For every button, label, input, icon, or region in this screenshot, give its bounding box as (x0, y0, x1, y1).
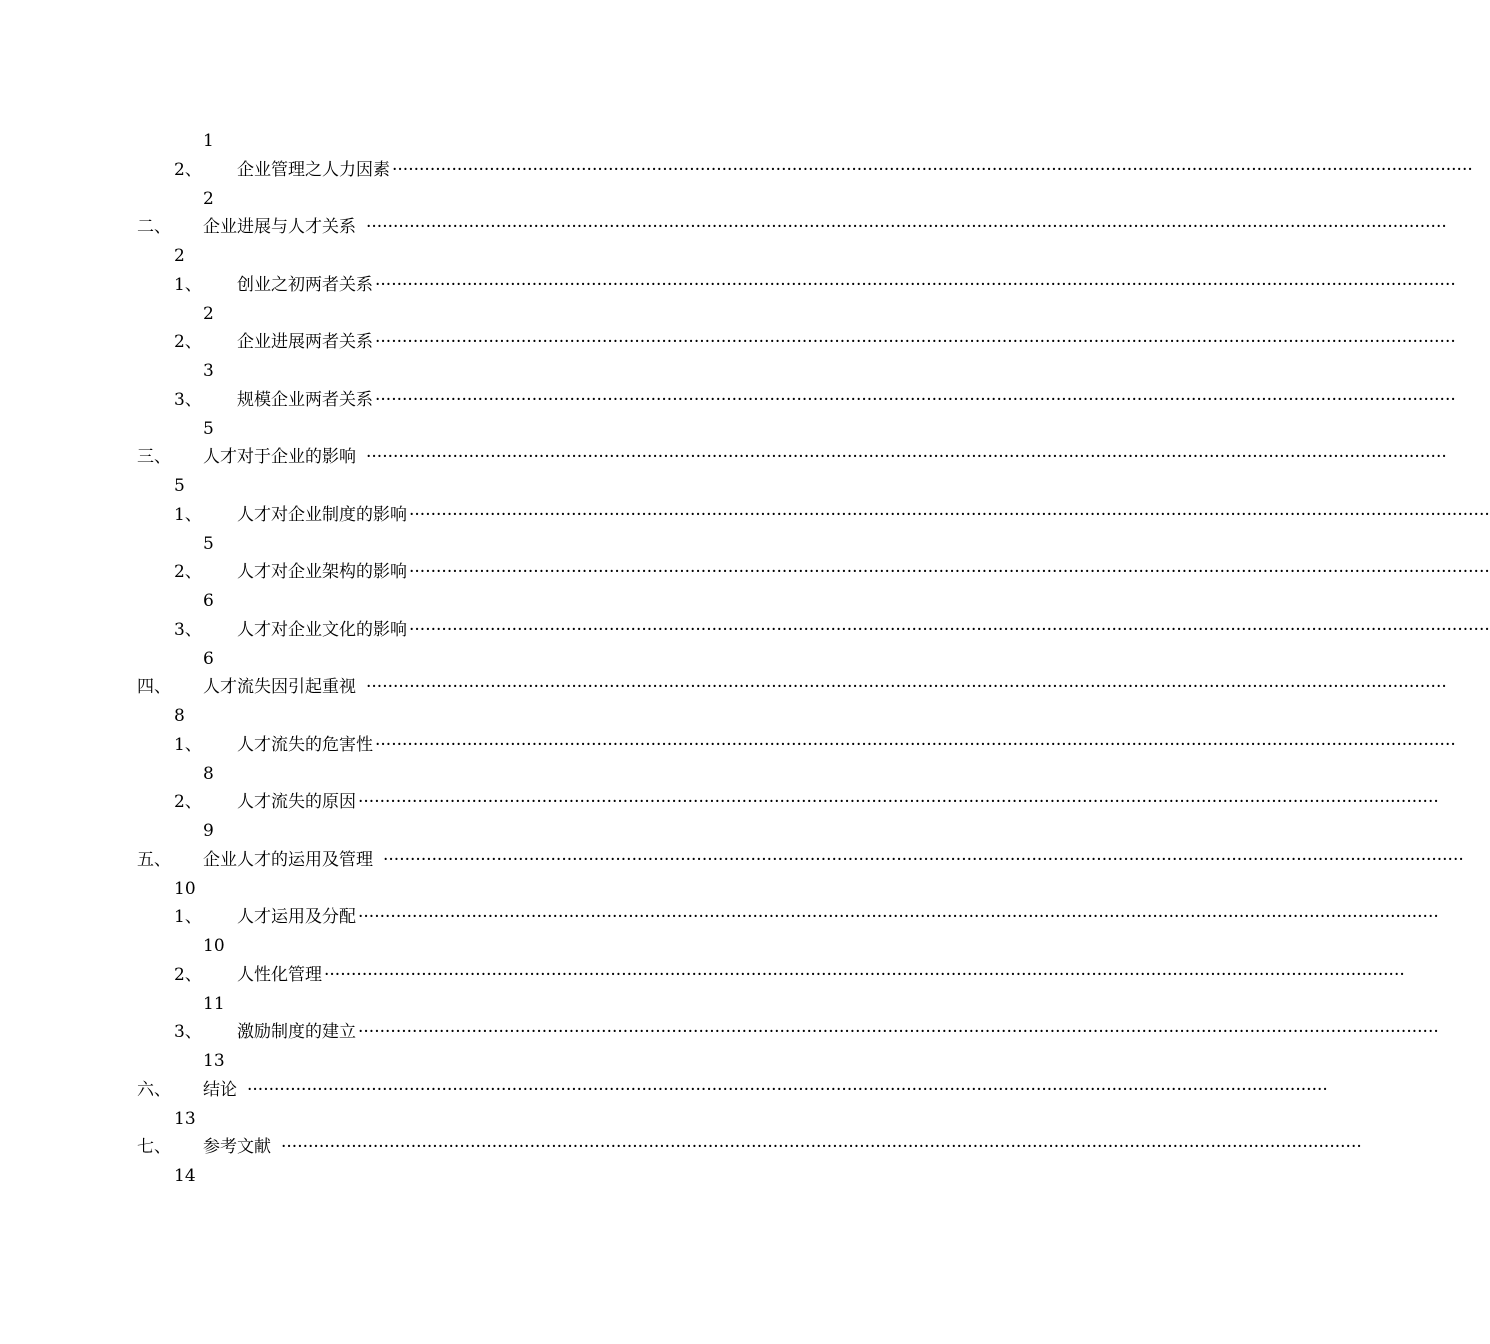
toc-entry-number: 3、 (174, 1022, 202, 1042)
toc-entry-number: 2、 (174, 160, 202, 180)
toc-entry-title: 参考文献 (203, 1137, 271, 1157)
toc-page-number: 5 (203, 534, 214, 554)
toc-section-entry[interactable] (0, 1135, 1362, 1159)
toc-leader-dots: ········································································································································································································ (375, 275, 1456, 295)
toc-leader-dots: ········································································································································································································ (358, 1022, 1439, 1042)
toc-entry-number: 1、 (174, 505, 202, 525)
toc-section-entry[interactable] (0, 445, 1447, 469)
toc-page-number: 13 (174, 1109, 196, 1129)
toc-entry-title: 人才对企业文化的影响 (237, 620, 407, 640)
toc-entry-title: 企业人才的运用及管理 (203, 850, 373, 870)
toc-entry-title: 人才流失的原因 (237, 792, 356, 812)
toc-entry-title: 人才流失的危害性 (237, 735, 373, 755)
toc-page-number: 5 (174, 476, 185, 496)
toc-subsection-entry[interactable] (0, 790, 1439, 814)
toc-page-number: 6 (203, 649, 214, 669)
toc-entry-title: 创业之初两者关系 (237, 275, 373, 295)
toc-entry-number: 五、 (137, 850, 171, 870)
toc-subsection-entry[interactable] (0, 963, 1405, 987)
toc-entry-title: 人性化管理 (237, 965, 322, 985)
toc-subsection-entry[interactable] (0, 560, 1490, 584)
toc-entry-number: 3、 (174, 620, 202, 640)
toc-entry-title: 人才对企业制度的影响 (237, 505, 407, 525)
toc-section-entry[interactable] (0, 848, 1464, 872)
toc-entry-title: 规模企业两者关系 (237, 390, 373, 410)
toc-leader-dots: ········································································································································································································ (409, 620, 1490, 640)
toc-subsection-entry[interactable] (0, 330, 1456, 354)
toc-entry-number: 1、 (174, 907, 202, 927)
toc-page-number: 3 (203, 361, 214, 381)
toc-leader-dots: ········································································································································································································ (366, 447, 1447, 467)
toc-subsection-entry[interactable] (0, 388, 1456, 412)
toc-entry-number: 2、 (174, 792, 202, 812)
toc-entry-title: 激励制度的建立 (237, 1022, 356, 1042)
toc-entry-number: 六、 (137, 1080, 171, 1100)
toc-section-entry[interactable] (0, 675, 1447, 699)
toc-subsection-entry[interactable] (0, 503, 1490, 527)
toc-entry-number: 1、 (174, 735, 202, 755)
toc-leader-dots: ········································································································································································································ (375, 390, 1456, 410)
toc-page-number: 5 (203, 419, 214, 439)
toc-entry-number: 2、 (174, 562, 202, 582)
toc-subsection-entry[interactable] (0, 733, 1456, 757)
toc-page-number: 10 (203, 936, 225, 956)
toc-page-number: 13 (203, 1051, 225, 1071)
toc-entry-number: 1、 (174, 275, 202, 295)
toc-entry-number: 3、 (174, 390, 202, 410)
toc-leader-dots: ········································································································································································································ (324, 965, 1405, 985)
toc-page-number: 2 (174, 246, 185, 266)
toc-page-number: 8 (203, 764, 214, 784)
toc-leader-dots: ········································································································································································································ (409, 505, 1490, 525)
toc-page-number: 1 (203, 131, 214, 151)
toc-entry-number: 七、 (137, 1137, 171, 1157)
toc-section-entry[interactable] (0, 1078, 1328, 1102)
toc-page-number: 9 (203, 821, 214, 841)
toc-leader-dots: ········································································································································································································ (366, 677, 1447, 697)
toc-entry-number: 2、 (174, 332, 202, 352)
toc-leader-dots: ········································································································································································································ (375, 332, 1456, 352)
toc-subsection-entry[interactable] (0, 273, 1456, 297)
toc-leader-dots: ········································································································································································································ (281, 1137, 1362, 1157)
toc-subsection-entry[interactable] (0, 618, 1490, 642)
toc-entry-title: 结论 (203, 1080, 237, 1100)
toc-entry-number: 2、 (174, 965, 202, 985)
toc-page-number: 10 (174, 879, 196, 899)
toc-entry-title: 企业进展与人才关系 (203, 217, 356, 237)
toc-entry-title: 人才对企业架构的影响 (237, 562, 407, 582)
toc-leader-dots: ········································································································································································································ (358, 792, 1439, 812)
toc-section-entry[interactable] (0, 215, 1447, 239)
toc-entry-number: 三、 (137, 447, 171, 467)
toc-entry-title: 企业管理之人力因素 (237, 160, 390, 180)
toc-entry-title: 人才对于企业的影响 (203, 447, 356, 467)
toc-subsection-entry[interactable] (0, 158, 1473, 182)
toc-leader-dots: ········································································································································································································ (383, 850, 1464, 870)
toc-entry-number: 四、 (137, 677, 171, 697)
toc-leader-dots: ········································································································································································································ (375, 735, 1456, 755)
toc-leader-dots: ········································································································································································································ (247, 1080, 1328, 1100)
toc-entry-number: 二、 (137, 217, 171, 237)
toc-page-number: 2 (203, 304, 214, 324)
toc-subsection-entry[interactable] (0, 1020, 1439, 1044)
toc-page-number: 14 (174, 1166, 196, 1186)
toc-entry-title: 人才运用及分配 (237, 907, 356, 927)
toc-entry-title: 企业进展两者关系 (237, 332, 373, 352)
toc-leader-dots: ········································································································································································································ (358, 907, 1439, 927)
toc-page-number: 11 (203, 994, 225, 1014)
toc-page-number: 8 (174, 706, 185, 726)
toc-entry-title: 人才流失因引起重视 (203, 677, 356, 697)
toc-subsection-entry[interactable] (0, 905, 1439, 929)
toc-page-number: 2 (203, 189, 214, 209)
toc-page-number: 6 (203, 591, 214, 611)
toc-leader-dots: ········································································································································································································ (392, 160, 1473, 180)
toc-leader-dots: ········································································································································································································ (409, 562, 1490, 582)
toc-leader-dots: ········································································································································································································ (366, 217, 1447, 237)
